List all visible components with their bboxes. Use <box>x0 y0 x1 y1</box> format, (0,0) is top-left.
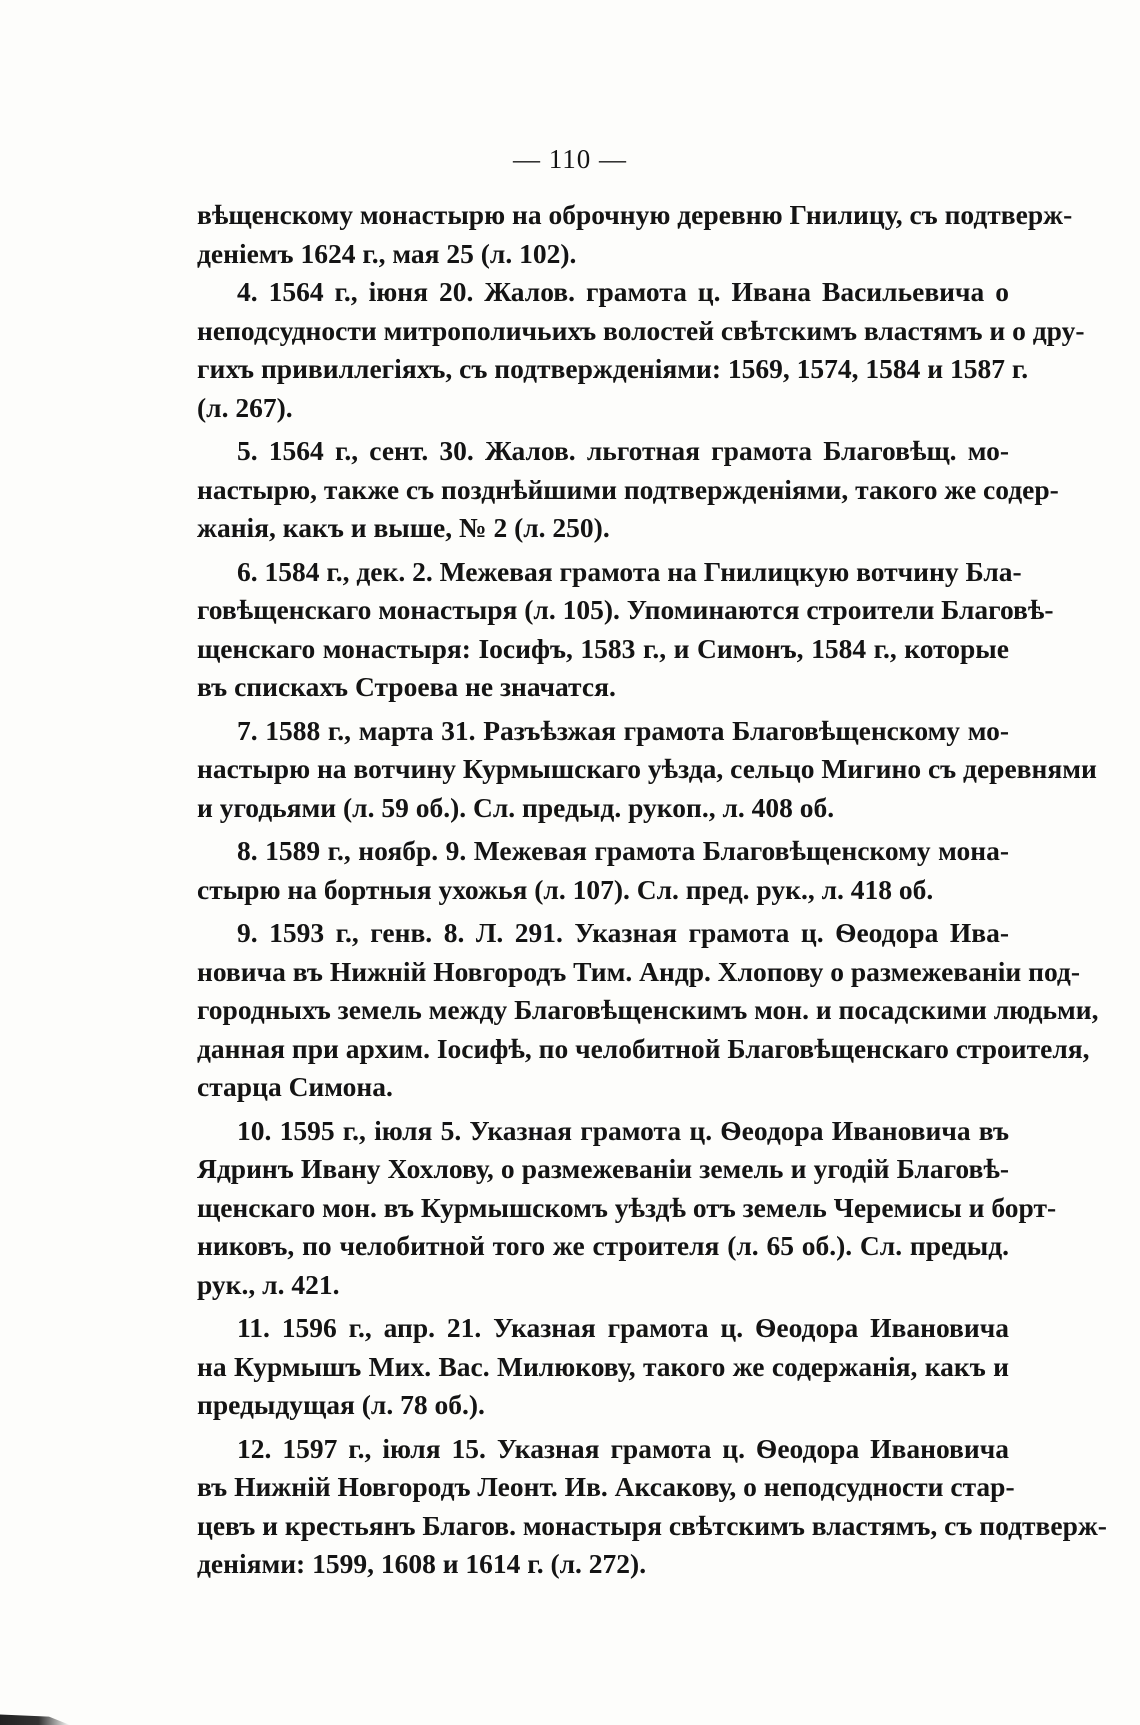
entry-8 <box>197 832 1009 909</box>
text-line: въ Нижній Новгородъ Леонт. Ив. Аксакову, о неподсудности стар- <box>197 1471 1015 1502</box>
entry-9 <box>197 914 1099 1107</box>
entry-11 <box>197 1309 1009 1425</box>
text-line: и угодьями (л. 59 об.). Сл. предыд. рукоп., л. 408 об. <box>197 791 835 823</box>
text-line: новича въ Нижній Новгородъ Тим. Андр. Хлопову о размежеваніи под- <box>197 955 1080 987</box>
text-line: 8. 1589 г., ноябр. 9. Межевая грамота Благовѣщенскому мона- <box>237 835 1009 866</box>
text-line: Ядринъ Ивану Хохлову, о размежеваніи земель и угодій Благовѣ- <box>197 1153 1009 1184</box>
text-line: на Курмышъ Мих. Вас. Милюкову, такого же содержанія, какъ и <box>197 1350 1009 1382</box>
text-line: старца Симона. <box>197 1071 393 1102</box>
text-line: неподсудности митрополичьихъ волостей свѣтскимъ властямъ и о дру- <box>197 314 1085 346</box>
entry-5 <box>197 432 1059 548</box>
entry-continuation <box>197 196 1073 273</box>
text-line: 6. 1584 г., дек. 2. Межевая грамота на Гнилицкую вотчину Бла- <box>237 555 1022 587</box>
text-line: (л. 267). <box>197 391 293 423</box>
text-line: 12. 1597 г., іюля 15. Указная грамота ц. Ѳеодора Ивановича <box>237 1432 1009 1464</box>
text-line: 9. 1593 г., генв. 8. Л. 291. Указная грамота ц. Ѳеодора Ива- <box>237 917 1009 948</box>
text-line: городныхъ земель между Благовѣщенскимъ мон. и посадскими людьми, <box>197 994 1099 1025</box>
text-line: жанія, какъ и выше, № 2 (л. 250). <box>197 512 610 543</box>
entry-7 <box>197 712 1097 828</box>
entry-12 <box>197 1430 1107 1584</box>
text-line: 4. 1564 г., іюня 20. Жалов. грамота ц. Ивана Васильевича о <box>237 276 1009 307</box>
entry-10 <box>197 1112 1057 1305</box>
text-line: настырю на вотчину Курмышскаго уѣзда, сельцо Мигино съ деревнями <box>197 753 1097 784</box>
text-line: деніемъ 1624 г., мая 25 (л. 102). <box>197 237 577 269</box>
text-line: въ спискахъ Строева не значатся. <box>197 671 616 702</box>
text-line: предыдущая (л. 78 об.). <box>197 1389 485 1420</box>
entry-6 <box>197 553 1054 707</box>
text-line: стырю на бортныя ухожья (л. 107). Сл. пред. рук., л. 418 об. <box>197 873 934 905</box>
text-line: 7. 1588 г., марта 31. Разъѣзжая грамота Благовѣщенскому мо- <box>237 714 1009 746</box>
text-line: рук., л. 421. <box>197 1268 340 1300</box>
page-number: — 110 — <box>513 144 627 174</box>
document-body <box>197 196 1107 1584</box>
text-line: вѣщенскому монастырю на оброчную деревню Гнилицу, съ подтверж- <box>197 199 1073 230</box>
text-line: гихъ привиллегіяхъ, съ подтвержденіями: 1569, 1574, 1584 и 1587 г. <box>197 353 1029 384</box>
scan-edge-mark <box>0 1711 70 1725</box>
entry-4 <box>197 273 1085 427</box>
text-line: говѣщенскаго монастыря (л. 105). Упоминаются строители Благовѣ- <box>197 594 1054 625</box>
text-line: данная при архим. Іосифѣ, по челобитной Благовѣщенскаго строителя, <box>197 1032 1090 1064</box>
text-line: 11. 1596 г., апр. 21. Указная грамота ц. Ѳеодора Ивановича <box>237 1312 1009 1343</box>
text-line: 5. 1564 г., сент. 30. Жалов. льготная грамота Благовѣщ. мо- <box>237 435 1009 466</box>
text-line: никовъ, по челобитной того же строителя (л. 65 об.). Сл. предыд. <box>197 1230 1009 1261</box>
text-line: настырю, также съ позднѣйшими подтвержденіями, такого же содер- <box>197 473 1059 505</box>
text-line: щенскаго мон. въ Курмышскомъ уѣздѣ отъ земель Черемисы и борт- <box>197 1191 1057 1223</box>
text-line: цевъ и крестьянъ Благов. монастыря свѣтскимъ властямъ, съ подтверж- <box>197 1509 1107 1541</box>
text-line: щенскаго монастыря: Іосифъ, 1583 г., и Симонъ, 1584 г., которые <box>197 632 1009 664</box>
text-line: 10. 1595 г., іюля 5. Указная грамота ц. Ѳеодора Ивановича въ <box>237 1114 1009 1146</box>
text-line: деніями: 1599, 1608 и 1614 г. (л. 272). <box>197 1548 647 1579</box>
